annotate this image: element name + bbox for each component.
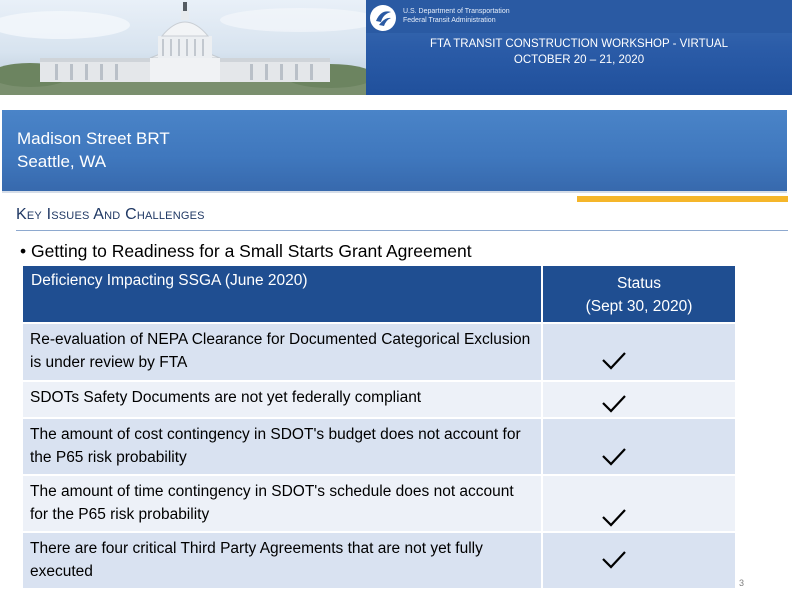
agency-name [403, 7, 510, 25]
table-row [23, 324, 735, 380]
check-icon [601, 550, 627, 570]
section-heading: Key Issues And Challenges [16, 206, 205, 223]
deficiency-cell: The amount of cost contingency in SDOT's budget does not account for the P65 risk probability [23, 419, 541, 474]
header-banner [0, 0, 792, 95]
deficiency-cell: The amount of time contingency in SDOT's schedule does not account for the P65 risk probability [23, 476, 541, 531]
table-row [23, 533, 735, 588]
table-row [23, 476, 735, 531]
table-header-status [543, 266, 735, 322]
project-location: Seattle, WA [17, 152, 107, 171]
section-divider [16, 230, 788, 231]
agency-line-1: U.S. Department of Transportation [403, 8, 510, 15]
workshop-line-2: OCTOBER 20 – 21, 2020 [513, 54, 645, 66]
workshop-title [366, 36, 792, 68]
status-cell [543, 419, 735, 474]
status-header-line-1: Status [617, 275, 661, 292]
workshop-line-1: FTA TRANSIT CONSTRUCTION WORKSHOP - VIRTUAL [430, 38, 728, 50]
dot-logo-icon [370, 5, 396, 31]
check-icon [601, 508, 627, 528]
table-header-deficiency: Deficiency Impacting SSGA (June 2020) [23, 266, 541, 322]
agency-line-2: Federal Transit Administration [403, 17, 496, 24]
status-cell [543, 476, 735, 531]
check-icon [601, 351, 627, 371]
bullet-point: • Getting to Readiness for a Small Starts Grant Agreement [20, 241, 472, 261]
status-cell [543, 533, 735, 588]
accent-bar [577, 196, 788, 202]
project-title [17, 127, 170, 173]
capitol-photo [0, 0, 366, 95]
page-number: 3 [739, 578, 745, 588]
deficiency-cell: Re-evaluation of NEPA Clearance for Documented Categorical Exclusion is under review by FTA [23, 324, 541, 380]
deficiency-cell: SDOTs Safety Documents are not yet federally compliant [23, 382, 541, 417]
project-name: Madison Street BRT [17, 129, 170, 148]
status-cell [543, 382, 735, 417]
status-cell [543, 324, 735, 380]
table-row [23, 382, 735, 417]
check-icon [601, 394, 627, 414]
deficiency-cell: There are four critical Third Party Agreements that are not yet fully executed [23, 533, 541, 588]
status-header-line-2: (Sept 30, 2020) [585, 298, 693, 315]
check-icon [601, 447, 627, 467]
table-row [23, 419, 735, 474]
